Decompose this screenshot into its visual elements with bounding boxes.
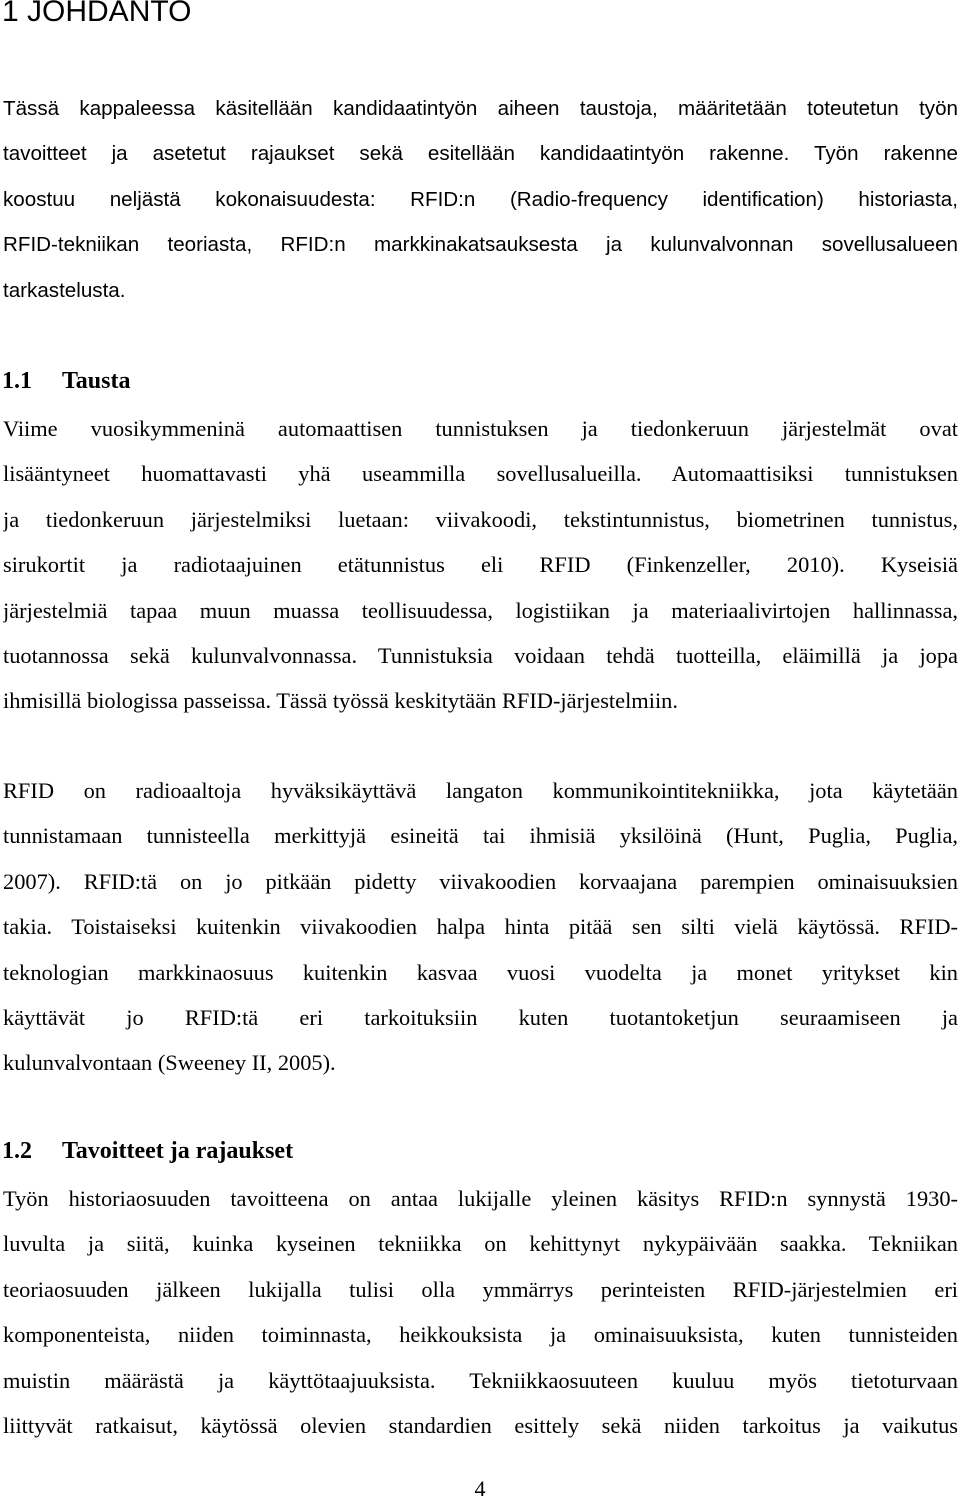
tausta-paragraph-1 bbox=[3, 414, 958, 732]
text-line: tuotannossa sekä kulunvalvonnassa. Tunnistuksia voidaan tehdä tuotteilla, eläimillä ja jopa bbox=[3, 642, 958, 668]
text-line: Tässä kappaleessa käsitellään kandidaatintyön aiheen taustoja, määritetään toteutetun työn bbox=[3, 97, 958, 120]
text-line: sirukortit ja radiotaajuinen etätunnistus eli RFID (Finkenzeller, 2010). Kyseisiä bbox=[3, 552, 958, 578]
text-line: Viime vuosikymmeninä automaattisen tunnistuksen ja tiedonkeruun järjestelmät ovat bbox=[3, 416, 958, 441]
text-line: tunnistamaan tunnisteella merkittyjä esineitä tai ihmisiä yksilöinä (Hunt, Puglia, Puglia, bbox=[3, 823, 958, 849]
text-line: ihmisillä biologissa passeissa. Tässä työssä keskitytään RFID-järjestelmiin. bbox=[3, 688, 678, 714]
intro-paragraph bbox=[3, 94, 958, 321]
text-line: muistin määrästä ja käyttötaajuuksista. Tekniikkaosuuteen kuuluu myös tietoturvaan bbox=[3, 1367, 958, 1393]
chapter-heading: 1 JOHDANTO bbox=[2, 0, 192, 28]
text-line: koostuu neljästä kokonaisuudesta: RFID:n (Radio-frequency identification) historiasta, bbox=[3, 187, 958, 211]
text-line: tavoitteet ja asetetut rajaukset sekä esitellään kandidaatintyön rakenne. Työn rakenne bbox=[3, 142, 958, 166]
section-number: 1.2 bbox=[2, 1138, 32, 1164]
text-line: Työn historiaosuuden tavoitteena on antaa lukijalle yleinen käsitys RFID:n synnystä 1930- bbox=[3, 1186, 958, 1211]
section-title: Tausta bbox=[62, 368, 131, 394]
section-heading-tavoitteet bbox=[2, 1136, 293, 1166]
text-line: RFID on radioaaltoja hyväksikäyttävä langaton kommunikointitekniikka, jota käytetään bbox=[3, 778, 958, 803]
text-line: teoriaosuuden jälkeen lukijalla tulisi olla ymmärrys perinteisten RFID-järjestelmien eri bbox=[3, 1276, 958, 1302]
section-number: 1.1 bbox=[2, 368, 32, 394]
text-line: käyttävät jo RFID:tä eri tarkoituksiin kuten tuotantoketjun seuraamiseen ja bbox=[3, 1004, 958, 1030]
section-title: Tavoitteet ja rajaukset bbox=[62, 1138, 294, 1164]
text-line: RFID-tekniikan teoriasta, RFID:n markkinakatsauksesta ja kulunvalvonnan sovellusalueen bbox=[3, 233, 958, 257]
text-line: luvulta ja siitä, kuinka kyseinen tekniikka on kehittynyt nykypäivään saakka. Tekniikan bbox=[3, 1231, 958, 1257]
text-line: takia. Toistaiseksi kuitenkin viivakoodien halpa hinta pitää sen silti vielä käytössä. RFID- bbox=[3, 914, 958, 940]
text-line: teknologian markkinaosuus kuitenkin kasvaa vuosi vuodelta ja monet yritykset kin bbox=[3, 959, 958, 985]
text-line: kulunvalvontaan (Sweeney II, 2005). bbox=[3, 1050, 336, 1076]
text-line: tarkastelusta. bbox=[3, 278, 126, 302]
text-line: 2007). RFID:tä on jo pitkään pidetty viivakoodien korvaajana parempien ominaisuuksien bbox=[3, 868, 958, 894]
text-line: liittyvät ratkaisut, käytössä olevien standardien esittely sekä niiden tarkoitus ja vaikutus bbox=[3, 1412, 958, 1438]
tavoitteet-paragraph bbox=[3, 1184, 958, 1456]
tausta-paragraph-2 bbox=[3, 776, 958, 1094]
text-line: komponenteista, niiden toiminnasta, heikkouksista ja ominaisuuksista, kuten tunnisteiden bbox=[3, 1322, 958, 1348]
text-line: lisääntyneet huomattavasti yhä useammilla sovellusalueilla. Automaattisiksi tunnistuksen bbox=[3, 461, 958, 487]
text-line: järjestelmiä tapaa muun muassa teollisuudessa, logistiikan ja materiaalivirtojen hallinnassa, bbox=[3, 597, 958, 623]
page-number: 4 bbox=[474, 1476, 486, 1501]
text-line: ja tiedonkeruun järjestelmiksi luetaan: viivakoodi, tekstintunnistus, biometrinen tunnistus, bbox=[3, 506, 958, 532]
section-heading-tausta bbox=[2, 366, 130, 396]
